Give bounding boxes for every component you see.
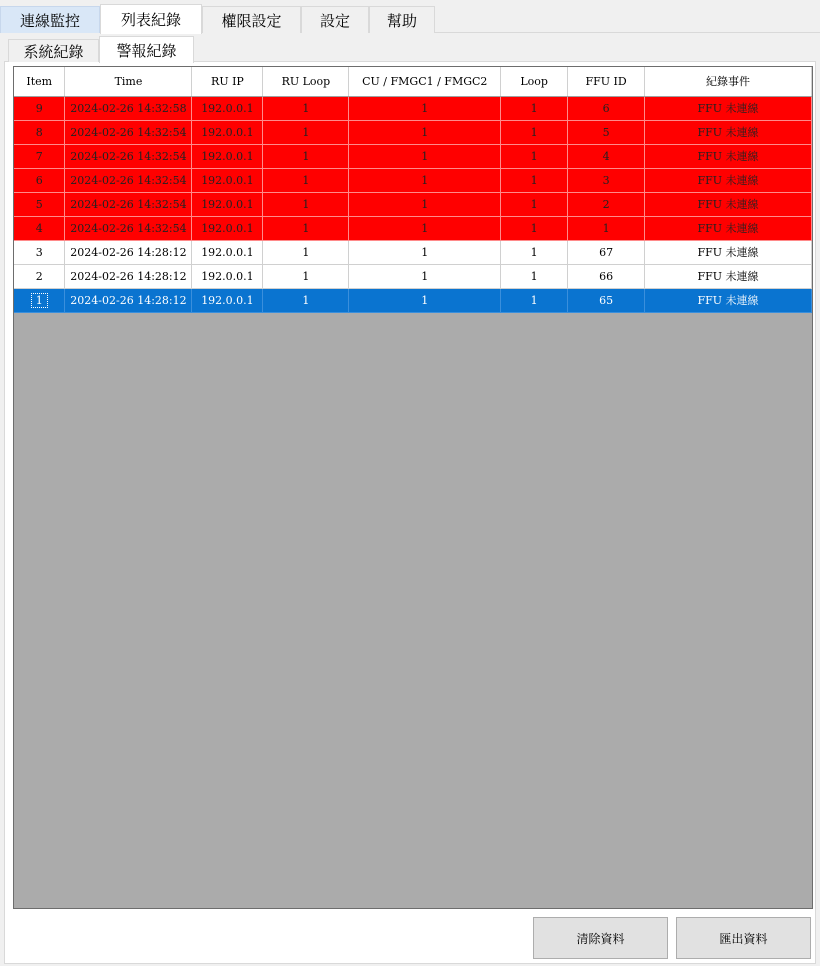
cu-fmgc-cell: 1 xyxy=(349,168,501,192)
ru-loop-cell: 1 xyxy=(263,120,349,144)
tab-help[interactable]: 幫助 xyxy=(369,6,435,33)
tab-permission-settings[interactable]: 權限設定 xyxy=(202,6,301,33)
table-row[interactable] xyxy=(14,120,812,144)
cu-fmgc-cell: 1 xyxy=(349,264,501,288)
column-header[interactable]: RU IP xyxy=(192,67,263,96)
ru-loop-cell: 1 xyxy=(263,288,349,312)
item-cell: 3 xyxy=(14,240,65,264)
cu-fmgc-cell: 1 xyxy=(349,96,501,120)
event-cell: FFU 未連線 xyxy=(645,96,812,120)
event-cell: FFU 未連線 xyxy=(645,240,812,264)
export-data-button[interactable]: 匯出資料 xyxy=(676,917,811,959)
loop-cell: 1 xyxy=(501,264,568,288)
ffu-id-cell: 65 xyxy=(568,288,645,312)
ru-loop-cell: 1 xyxy=(263,192,349,216)
loop-cell: 1 xyxy=(501,96,568,120)
time-cell: 2024-02-26 14:32:54 xyxy=(65,216,192,240)
time-cell: 2024-02-26 14:32:54 xyxy=(65,120,192,144)
table-row[interactable] xyxy=(14,240,812,264)
clear-data-button[interactable]: 清除資料 xyxy=(533,917,668,959)
ffu-id-cell: 4 xyxy=(568,144,645,168)
table-row[interactable] xyxy=(14,144,812,168)
cu-fmgc-cell: 1 xyxy=(349,120,501,144)
ru-ip-cell: 192.0.0.1 xyxy=(192,240,263,264)
table-row[interactable] xyxy=(14,192,812,216)
loop-cell: 1 xyxy=(501,216,568,240)
main-tab-bar xyxy=(0,0,820,33)
time-cell: 2024-02-26 14:32:58 xyxy=(65,96,192,120)
ru-ip-cell: 192.0.0.1 xyxy=(192,288,263,312)
column-header[interactable]: Loop xyxy=(501,67,568,96)
ru-ip-cell: 192.0.0.1 xyxy=(192,120,263,144)
tab-connection-monitor[interactable]: 連線監控 xyxy=(0,6,100,33)
loop-cell: 1 xyxy=(501,168,568,192)
column-header[interactable]: Item xyxy=(14,67,65,96)
sub-tab-bar xyxy=(4,36,816,62)
cu-fmgc-cell: 1 xyxy=(349,216,501,240)
ffu-id-cell: 5 xyxy=(568,120,645,144)
loop-cell: 1 xyxy=(501,120,568,144)
loop-cell: 1 xyxy=(501,192,568,216)
ffu-id-cell: 6 xyxy=(568,96,645,120)
tab-settings[interactable]: 設定 xyxy=(301,6,369,33)
ffu-id-cell: 66 xyxy=(568,264,645,288)
ru-loop-cell: 1 xyxy=(263,144,349,168)
event-cell: FFU 未連線 xyxy=(645,216,812,240)
event-cell: FFU 未連線 xyxy=(645,288,812,312)
column-header[interactable]: Time xyxy=(65,67,192,96)
item-cell: 6 xyxy=(14,168,65,192)
ru-loop-cell: 1 xyxy=(263,168,349,192)
ru-ip-cell: 192.0.0.1 xyxy=(192,216,263,240)
event-cell: FFU 未連線 xyxy=(645,144,812,168)
item-cell: 4 xyxy=(14,216,65,240)
ffu-id-cell: 3 xyxy=(568,168,645,192)
tab-alarm-records[interactable]: 警報紀錄 xyxy=(99,36,194,63)
table-row[interactable] xyxy=(14,168,812,192)
ru-loop-cell: 1 xyxy=(263,240,349,264)
event-cell: FFU 未連線 xyxy=(645,168,812,192)
cu-fmgc-cell: 1 xyxy=(349,288,501,312)
ru-ip-cell: 192.0.0.1 xyxy=(192,168,263,192)
cu-fmgc-cell: 1 xyxy=(349,144,501,168)
tab-system-records[interactable]: 系統紀錄 xyxy=(8,39,99,62)
item-cell: 9 xyxy=(14,96,65,120)
alarm-records-grid[interactable] xyxy=(13,66,813,909)
item-cell: 7 xyxy=(14,144,65,168)
column-header[interactable]: CU / FMGC1 / FMGC2 xyxy=(349,67,501,96)
ru-loop-cell: 1 xyxy=(263,96,349,120)
ru-loop-cell: 1 xyxy=(263,264,349,288)
ru-ip-cell: 192.0.0.1 xyxy=(192,96,263,120)
time-cell: 2024-02-26 14:32:54 xyxy=(65,192,192,216)
tab-list-records[interactable]: 列表紀錄 xyxy=(100,4,202,34)
time-cell: 2024-02-26 14:28:12 xyxy=(65,288,192,312)
alarm-records-table xyxy=(14,67,812,313)
table-row[interactable] xyxy=(14,216,812,240)
loop-cell: 1 xyxy=(501,288,568,312)
ru-ip-cell: 192.0.0.1 xyxy=(192,264,263,288)
event-cell: FFU 未連線 xyxy=(645,192,812,216)
event-cell: FFU 未連線 xyxy=(645,120,812,144)
ffu-id-cell: 67 xyxy=(568,240,645,264)
column-header[interactable]: 紀錄事件 xyxy=(645,67,812,96)
cu-fmgc-cell: 1 xyxy=(349,240,501,264)
table-row[interactable] xyxy=(14,96,812,120)
item-cell: 8 xyxy=(14,120,65,144)
time-cell: 2024-02-26 14:32:54 xyxy=(65,144,192,168)
focused-item-value: 1 xyxy=(32,294,47,307)
item-cell: 5 xyxy=(14,192,65,216)
time-cell: 2024-02-26 14:28:12 xyxy=(65,264,192,288)
table-row[interactable] xyxy=(14,264,812,288)
time-cell: 2024-02-26 14:32:54 xyxy=(65,168,192,192)
loop-cell: 1 xyxy=(501,240,568,264)
item-cell xyxy=(14,288,65,312)
event-cell: FFU 未連線 xyxy=(645,264,812,288)
header-row xyxy=(14,67,812,96)
time-cell: 2024-02-26 14:28:12 xyxy=(65,240,192,264)
column-header[interactable]: RU Loop xyxy=(263,67,349,96)
column-header[interactable]: FFU ID xyxy=(568,67,645,96)
table-row-selected[interactable] xyxy=(14,288,812,312)
ru-loop-cell: 1 xyxy=(263,216,349,240)
ffu-id-cell: 2 xyxy=(568,192,645,216)
loop-cell: 1 xyxy=(501,144,568,168)
ru-ip-cell: 192.0.0.1 xyxy=(192,144,263,168)
ru-ip-cell: 192.0.0.1 xyxy=(192,192,263,216)
cu-fmgc-cell: 1 xyxy=(349,192,501,216)
ffu-id-cell: 1 xyxy=(568,216,645,240)
item-cell: 2 xyxy=(14,264,65,288)
